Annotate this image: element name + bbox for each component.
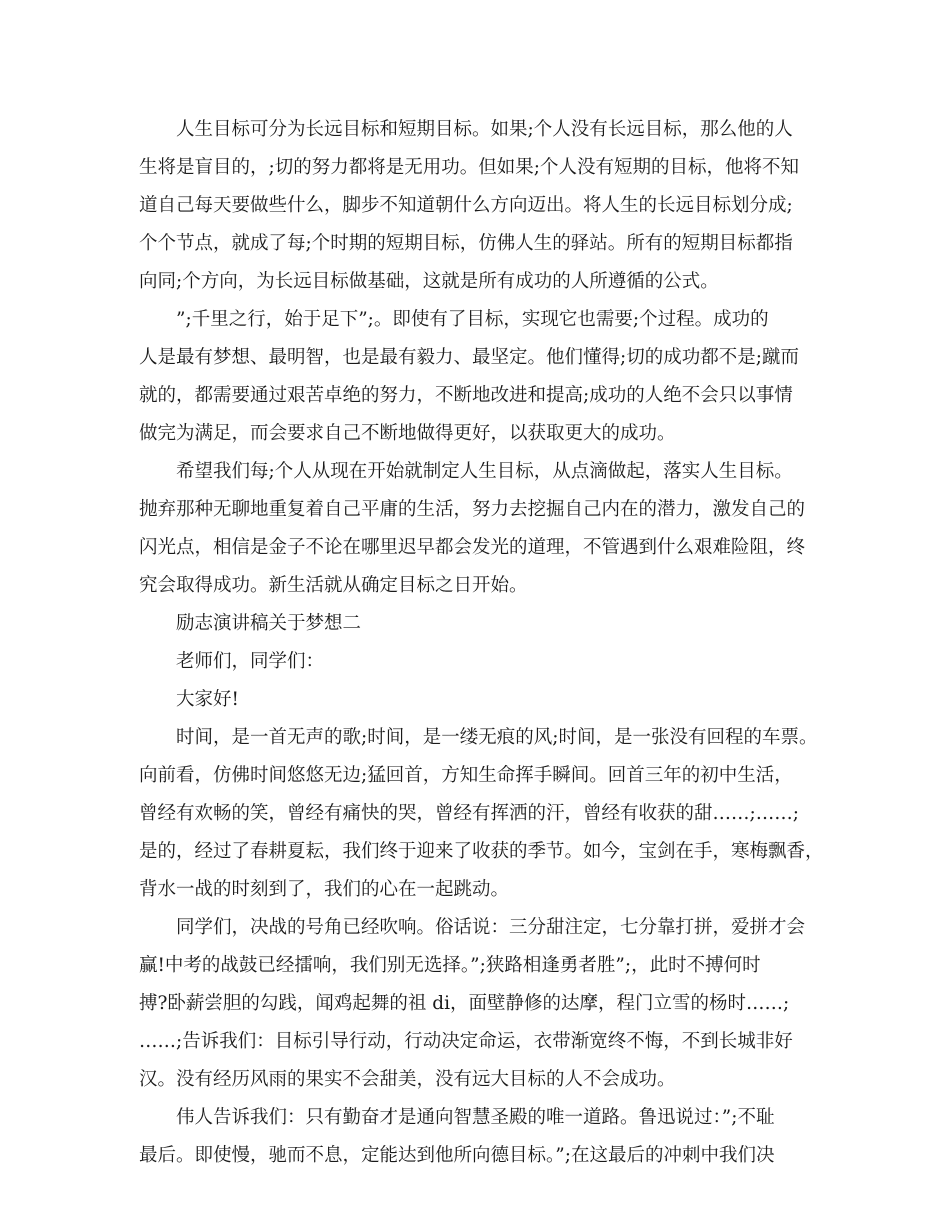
paragraph-line: 时间，是一首无声的歌;时间，是一缕无痕的风;时间，是一张没有回程的车票。 bbox=[176, 727, 818, 748]
paragraph-line: 伟人告诉我们：只有勤奋才是通向智慧圣殿的唯一道路。鲁迅说过：”;不耻 bbox=[176, 1107, 775, 1128]
paragraph-line: 就的，都需要通过艰苦卓绝的努力，不断地改进和提高;成功的人绝不会只以事情 bbox=[139, 385, 793, 406]
paragraph-line: 人生目标可分为长远目标和短期目标。如果;个人没有长远目标，那么他的人 bbox=[176, 119, 793, 140]
paragraph-line: 希望我们每;个人从现在开始就制定人生目标，从点滴做起，落实人生目标。 bbox=[176, 461, 793, 482]
paragraph-line: 向前看，仿佛时间悠悠无边;猛回首，方知生命挥手瞬间。回首三年的初中生活， bbox=[139, 765, 793, 786]
paragraph-line: 道自己每天要做些什么，脚步不知道朝什么方向迈出。将人生的长远目标划分成; bbox=[139, 195, 793, 216]
paragraph-line: 曾经有欢畅的笑，曾经有痛快的哭，曾经有挥洒的汗，曾经有收获的甜……;……; bbox=[139, 803, 799, 824]
section-heading: 励志演讲稿关于梦想二 bbox=[176, 613, 362, 634]
paragraph-line: ……;告诉我们：目标引导行动，行动决定命运，衣带渐宽终不悔，不到长城非好 bbox=[139, 1031, 793, 1052]
paragraph-line: 人是最有梦想、最明智，也是最有毅力、最坚定。他们懂得;切的成功都不是;蹴而 bbox=[139, 347, 799, 368]
paragraph-line: 背水一战的时刻到了，我们的心在一起跳动。 bbox=[139, 879, 510, 900]
paragraph-line: 是的，经过了春耕夏耘，我们终于迎来了收获的季节。如今，宝剑在手，寒梅飘香， bbox=[139, 841, 824, 862]
paragraph-line: 最后。即使慢，驰而不息，定能达到他所向德目标。”;在这最后的冲刺中我们决 bbox=[139, 1145, 775, 1166]
paragraph-line: 汉。没有经历风雨的果实不会甜美，没有远大目标的人不会成功。 bbox=[139, 1069, 676, 1090]
paragraph-line: 向同;个方向，为长远目标做基础，这就是所有成功的人所遵循的公式。 bbox=[139, 271, 719, 292]
salutation: 老师们，同学们： bbox=[176, 651, 325, 672]
paragraph-line: 抛弃那种无聊地重复着自己平庸的生活，努力去挖掘自己内在的潜力，激发自己的 bbox=[139, 499, 806, 520]
paragraph-line: 赢!中考的战鼓已经擂响，我们别无选择。”;狭路相逢勇者胜”;，此时不搏何时 bbox=[139, 955, 761, 976]
paragraph-line: ”;千里之行，始于足下”;。即使有了目标，实现它也需要;个过程。成功的 bbox=[176, 309, 769, 330]
paragraph-line: 做完为满足，而会要求自己不断地做得更好，以获取更大的成功。 bbox=[139, 423, 676, 444]
paragraph-line: 同学们，决战的号角已经吹响。俗话说：三分甜注定，七分靠打拼，爱拼才会 bbox=[176, 917, 806, 938]
paragraph-line: 生将是盲目的，;切的努力都将是无用功。但如果;个人没有短期的目标，他将不知 bbox=[139, 157, 799, 178]
paragraph-line: 搏?卧薪尝胆的勾践，闻鸡起舞的祖 di，面壁静修的达摩，程门立雪的杨时……; bbox=[139, 993, 790, 1014]
paragraph-line: 个个节点，就成了每;个时期的短期目标，仿佛人生的驿站。所有的短期目标都指 bbox=[139, 233, 793, 254]
paragraph-line: 究会取得成功。新生活就从确定目标之日开始。 bbox=[139, 575, 528, 596]
paragraph-line: 闪光点，相信是金子不论在哪里迟早都会发光的道理，不管遇到什么艰难险阻，终 bbox=[139, 537, 806, 558]
greeting: 大家好! bbox=[176, 689, 239, 710]
